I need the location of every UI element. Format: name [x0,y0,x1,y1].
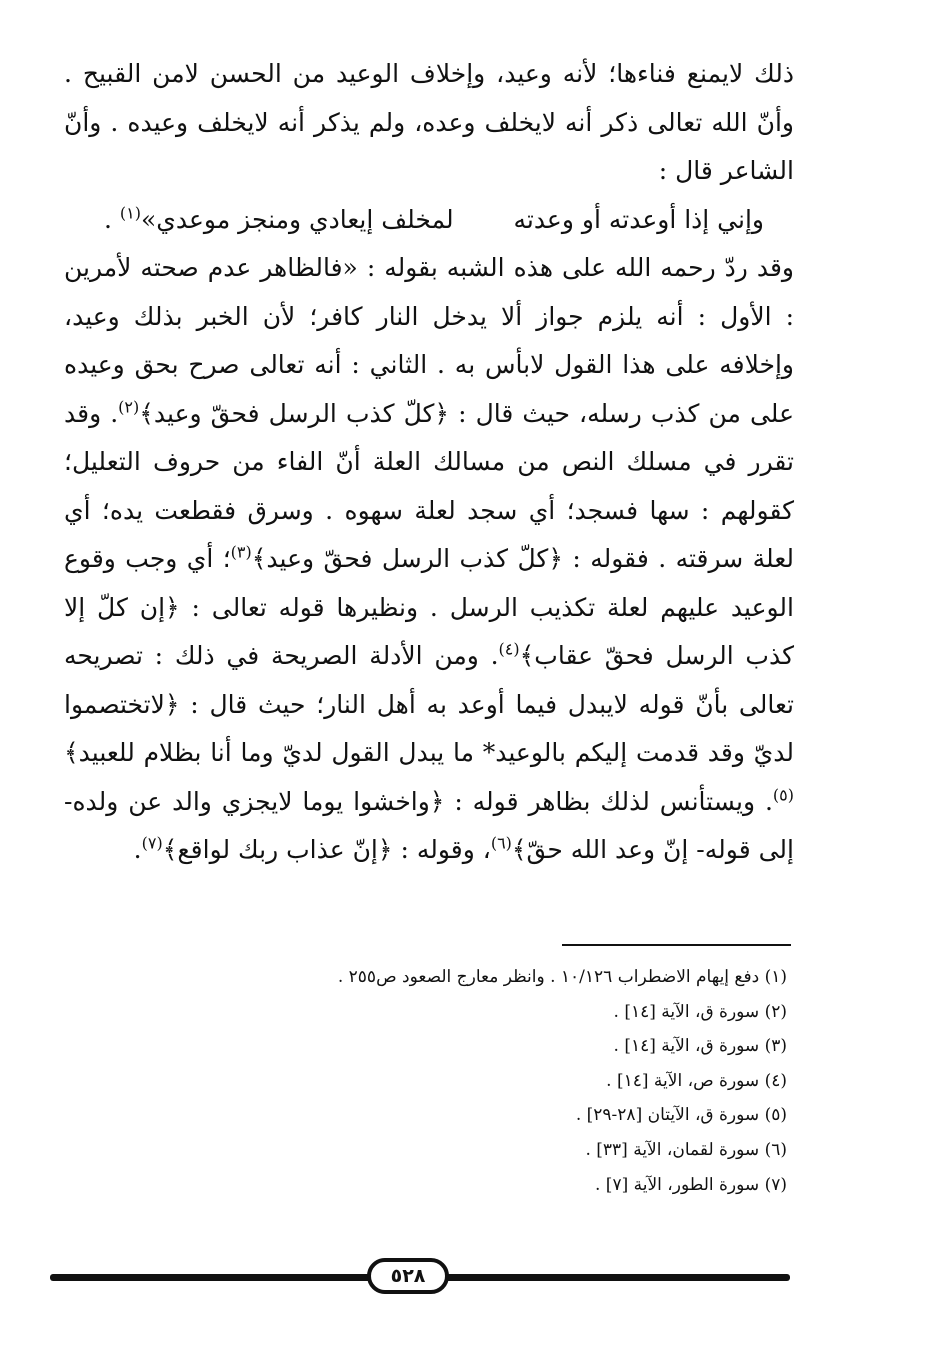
footnote-ref-4: (٤) [498,639,520,659]
footnote-4: (٤) سورة ص، الآية [١٤] . [606,1070,787,1091]
footnote-5: (٥) سورة ق، الآيتان [٢٨-٢٩] . [575,1105,787,1126]
footnote-7: (٧) سورة الطور، الآية [٧] . [595,1174,787,1195]
footnote-ref-6: (٦) [490,833,512,853]
footnote-ref-1: (١) [119,203,141,223]
poem-verse [64,196,794,245]
footnote-separator [562,944,791,946]
footnote-ref-7: (٧) [141,833,163,853]
footer-rule-left [50,1274,372,1281]
footnote-1: (١) دفع إيهام الاضطراب ١٠/١٢٦ . وانظر معارج الصعود ص٢٥٥ . [337,967,787,987]
footnote-3: (٣) سورة ق، الآية [١٤] . [613,1036,787,1057]
footnote-2: (٢) سورة ق، الآية [١٤] . [613,1001,787,1022]
footnote-ref-5: (٥) [772,785,794,805]
poem-hemistich-right: وإني إذا أوعدته أو وعدته [513,204,764,234]
footnote-ref-2: (٢) [118,397,140,417]
poem-hemistich-left: لمخلف إيعادي ومنجز موعدي»$^{(١)}$ . [104,203,454,234]
page-number: ٥٢٨ [367,1258,449,1294]
footnote-6: (٦) سورة لقمان، الآية [٣٣] . [585,1139,787,1160]
paragraph-2: وقد ردّ رحمه الله على هذه الشبه بقوله : «فالظاهر عدم صحته لأمرين : الأول : أنه يلزم جواز ألا يدخل النار كافر؛ لأن الخبر بذلك وعيد، وإخلافه على هذا القول لابأس به . الثاني : أنه تعالى صرح بحق وعيده على من كذب رسله، حيث قال : ﴿كلّ كذب الرسل فحقّ وعيد﴾$^{(٢)}$. وقد تقرر في مسلك النص من مسالك العلة أنّ الفاء من حروف التعليل؛ كقولهم : سها فسجد؛ أي سجد لعلة سهوه . وسرق فقطعت يده؛ أي لعلة سرقته . فقوله : ﴿كلّ كذب الرسل فحقّ وعيد﴾$^{(٣)}$؛ أي وجب وقوع الوعيد عليهم لعلة تكذيب الرسل . ونظيرها قوله تعالى : ﴿إن كلّ إلا كذب الرسل فحقّ عقاب﴾$^{(٤)}$. ومن الأدلة الصريحة في ذلك : تصريحه تعالى بأنّ قوله لايبدل فيما أوعد به أهل النار؛ حيث قال : ﴿لاتختصموا لديّ وقد قدمت إليكم بالوعيد* ما يبدل القول لديّ وما أنا بظلام للعبيد﴾$^{(٥)}$. ويستأنس لذلك بظاهر قوله : ﴿واخشوا يوما لايجزي والد عن ولده- إلى قوله- إنّ وعد الله حقّ﴾$^{(٦)}$، وقوله : ﴿إنّ عذاب ربك لواقع﴾$^{(٧)}$. [64,253,795,864]
footer-rule-right [443,1274,790,1281]
main-text [64,50,794,875]
footnote-ref-3: (٣) [230,542,252,562]
footnotes [227,960,787,1202]
paragraph-1: ذلك لايمنع فناءها؛ لأنه وعيد، وإخلاف الوعيد من الحسن لامن القبيح . وأنّ الله تعالى ذكر أنه لايخلف وعده، ولم يذكر أنه لايخلف وعيده . وأنّ الشاعر قال : [64,59,794,185]
